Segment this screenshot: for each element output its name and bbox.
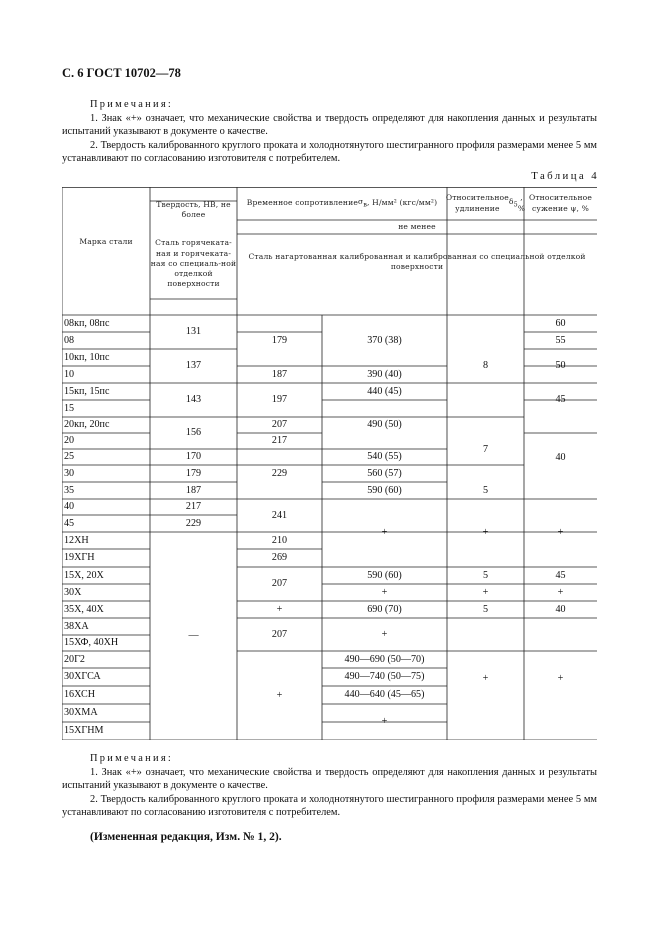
hardness-hot-cell: — [188, 630, 199, 642]
hardness-cal-cell: 207 [271, 419, 288, 431]
tensile-cell: 370 (38) [367, 334, 402, 346]
grade-cell: 20кп, 20пс [64, 419, 110, 431]
reduction-cell: 60 [555, 317, 566, 329]
reduction-cell: + [557, 586, 564, 598]
header-hardness: Твердость, НВ, не более [156, 199, 231, 219]
tensile-cell: 490 (50) [367, 418, 402, 430]
header-elongation: Относительное удлинение $\delta_5$ , % [445, 193, 526, 213]
grade-cell: 12ХН [64, 534, 89, 546]
notes-top [62, 98, 597, 166]
elongation-cell: + [482, 586, 489, 598]
hardness-cal-cell: 210 [271, 534, 288, 546]
hardness-cal-cell: 179 [271, 334, 288, 346]
notes-title: Примечания: [90, 99, 174, 110]
grade-cell: 45 [64, 517, 75, 529]
hardness-hot-cell: 187 [185, 484, 202, 496]
elongation-cell: 7 [482, 443, 489, 455]
reduction-cell: 45 [555, 569, 566, 581]
reduction-cell: 55 [555, 334, 566, 346]
grade-cell: 30Х [64, 586, 82, 598]
hardness-hot-cell: 143 [185, 394, 202, 406]
reduction-cell: 40 [555, 452, 566, 464]
hardness-cal-cell: 269 [271, 552, 288, 564]
reduction-cell: 50 [555, 360, 566, 372]
grade-cell: 15кп, 15пс [64, 385, 110, 397]
hardness-hot-cell: 170 [185, 451, 202, 463]
notes-bottom [62, 752, 597, 820]
hardness-cal-cell: 217 [271, 435, 288, 447]
tensile-cell: + [381, 586, 388, 598]
hardness-hot-cell: 131 [185, 326, 202, 338]
elongation-cell: + [482, 527, 489, 539]
grade-cell: 30ХМА [64, 707, 98, 719]
hardness-hot-cell: 217 [185, 501, 202, 513]
grade-cell: 15 [64, 402, 75, 414]
hardness-cal-cell: 197 [271, 394, 288, 406]
reduction-cell: + [557, 673, 564, 685]
tensile-cell: 490—690 (50—70) [344, 653, 425, 665]
hardness-cal-cell: 187 [271, 368, 288, 380]
grade-cell: 15Х, 20Х [64, 569, 104, 581]
tensile-cell: 390 (40) [367, 368, 402, 380]
header-not-less: не менее [398, 221, 436, 231]
tensile-cell: 440 (45) [367, 385, 402, 397]
hardness-hot-cell: 229 [185, 517, 202, 529]
grade-cell: 30ХГСА [64, 671, 101, 683]
header-hardness-hot: Сталь горячеката-ная и горячеката-ная со специаль-ной отделкой поверхности [150, 238, 237, 289]
header-tensile: Временное сопротивление $\sigma_в$ , Н/мм² (кгс/мм²) [246, 196, 438, 209]
note-2: 2. Твердость калиброванного круглого проката и холоднотянутого шестигранного профиля размерами менее 5 мм устанавливают по согласованию изготовителя с потребителем. [62, 139, 597, 165]
header-reduction: Относительное сужение ψ, % [528, 193, 593, 213]
grade-cell: 16ХСН [64, 689, 96, 701]
elongation-cell: 5 [482, 484, 489, 496]
table-title: Таблица 4 [531, 170, 599, 182]
tensile-cell: + [381, 527, 388, 539]
hardness-hot-cell: 179 [185, 467, 202, 479]
amendment-note: (Измененная редакция, Изм. № 1, 2). [90, 830, 282, 843]
grade-cell: 20Г2 [64, 653, 85, 665]
grade-cell: 10 [64, 368, 75, 380]
grade-cell: 35Х, 40Х [64, 603, 104, 615]
note-1-bottom: 1. Знак «+» означает, что механические свойства и твердость определяют для накопления данных и результаты испытаний указывают в документе о качестве. [62, 766, 597, 792]
hardness-cal-cell: 241 [271, 509, 288, 521]
reduction-cell: 40 [555, 603, 566, 615]
tensile-cell: 590 (60) [367, 484, 402, 496]
elongation-cell: 8 [482, 360, 489, 372]
grade-cell: 25 [64, 451, 75, 463]
grade-cell: 10кп, 10пс [64, 351, 110, 363]
tensile-cell: + [381, 628, 388, 640]
header-calibrated: Сталь нагартованная калиброванная и калиброванная со специальной отделкой поверхности [248, 251, 586, 271]
tensile-cell: 590 (60) [367, 569, 402, 581]
grade-cell: 08кп, 08пс [64, 317, 110, 329]
elongation-cell: 5 [482, 569, 489, 581]
grade-cell: 20 [64, 435, 75, 447]
elongation-cell: + [482, 673, 489, 685]
grade-cell: 38ХА [64, 620, 89, 632]
tensile-cell: + [381, 716, 388, 728]
grade-cell: 40 [64, 501, 75, 513]
header-grade: Марка стали [79, 236, 133, 246]
elongation-cell: 5 [482, 603, 489, 615]
reduction-cell: 45 [555, 394, 566, 406]
grade-cell: 35 [64, 484, 75, 496]
hardness-cal-cell: 207 [271, 578, 288, 590]
hardness-hot-cell: 156 [185, 427, 202, 439]
reduction-cell: + [557, 527, 564, 539]
grade-cell: 30 [64, 467, 75, 479]
grade-cell: 15ХФ, 40ХН [64, 637, 119, 649]
hardness-cal-cell: 207 [271, 628, 288, 640]
tensile-cell: 440—640 (45—65) [344, 689, 425, 701]
grade-cell: 08 [64, 334, 75, 346]
tensile-cell: 560 (57) [367, 467, 402, 479]
hardness-cal-cell: + [276, 689, 283, 701]
hardness-cal-cell: 229 [271, 468, 288, 480]
table-4 [62, 187, 597, 740]
note-1: 1. Знак «+» означает, что механические свойства и твердость определяют для накопления данных и результаты испытаний указывают в документе о качестве. [62, 112, 597, 138]
hardness-hot-cell: 137 [185, 360, 202, 372]
tensile-cell: 540 (55) [367, 451, 402, 463]
note-2-bottom: 2. Твердость калиброванного круглого проката и холоднотянутого шестигранного профиля размерами менее 5 мм устанавливают по согласованию изготовителя с потребителем. [62, 793, 597, 819]
hardness-cal-cell: + [276, 603, 283, 615]
tensile-cell: 690 (70) [367, 603, 402, 615]
page-header: С. 6 ГОСТ 10702—78 [62, 66, 181, 80]
notes-title-bottom: Примечания: [90, 753, 174, 764]
grade-cell: 19ХГН [64, 552, 95, 564]
tensile-cell: 490—740 (50—75) [344, 671, 425, 683]
grade-cell: 15ХГНМ [64, 725, 104, 737]
